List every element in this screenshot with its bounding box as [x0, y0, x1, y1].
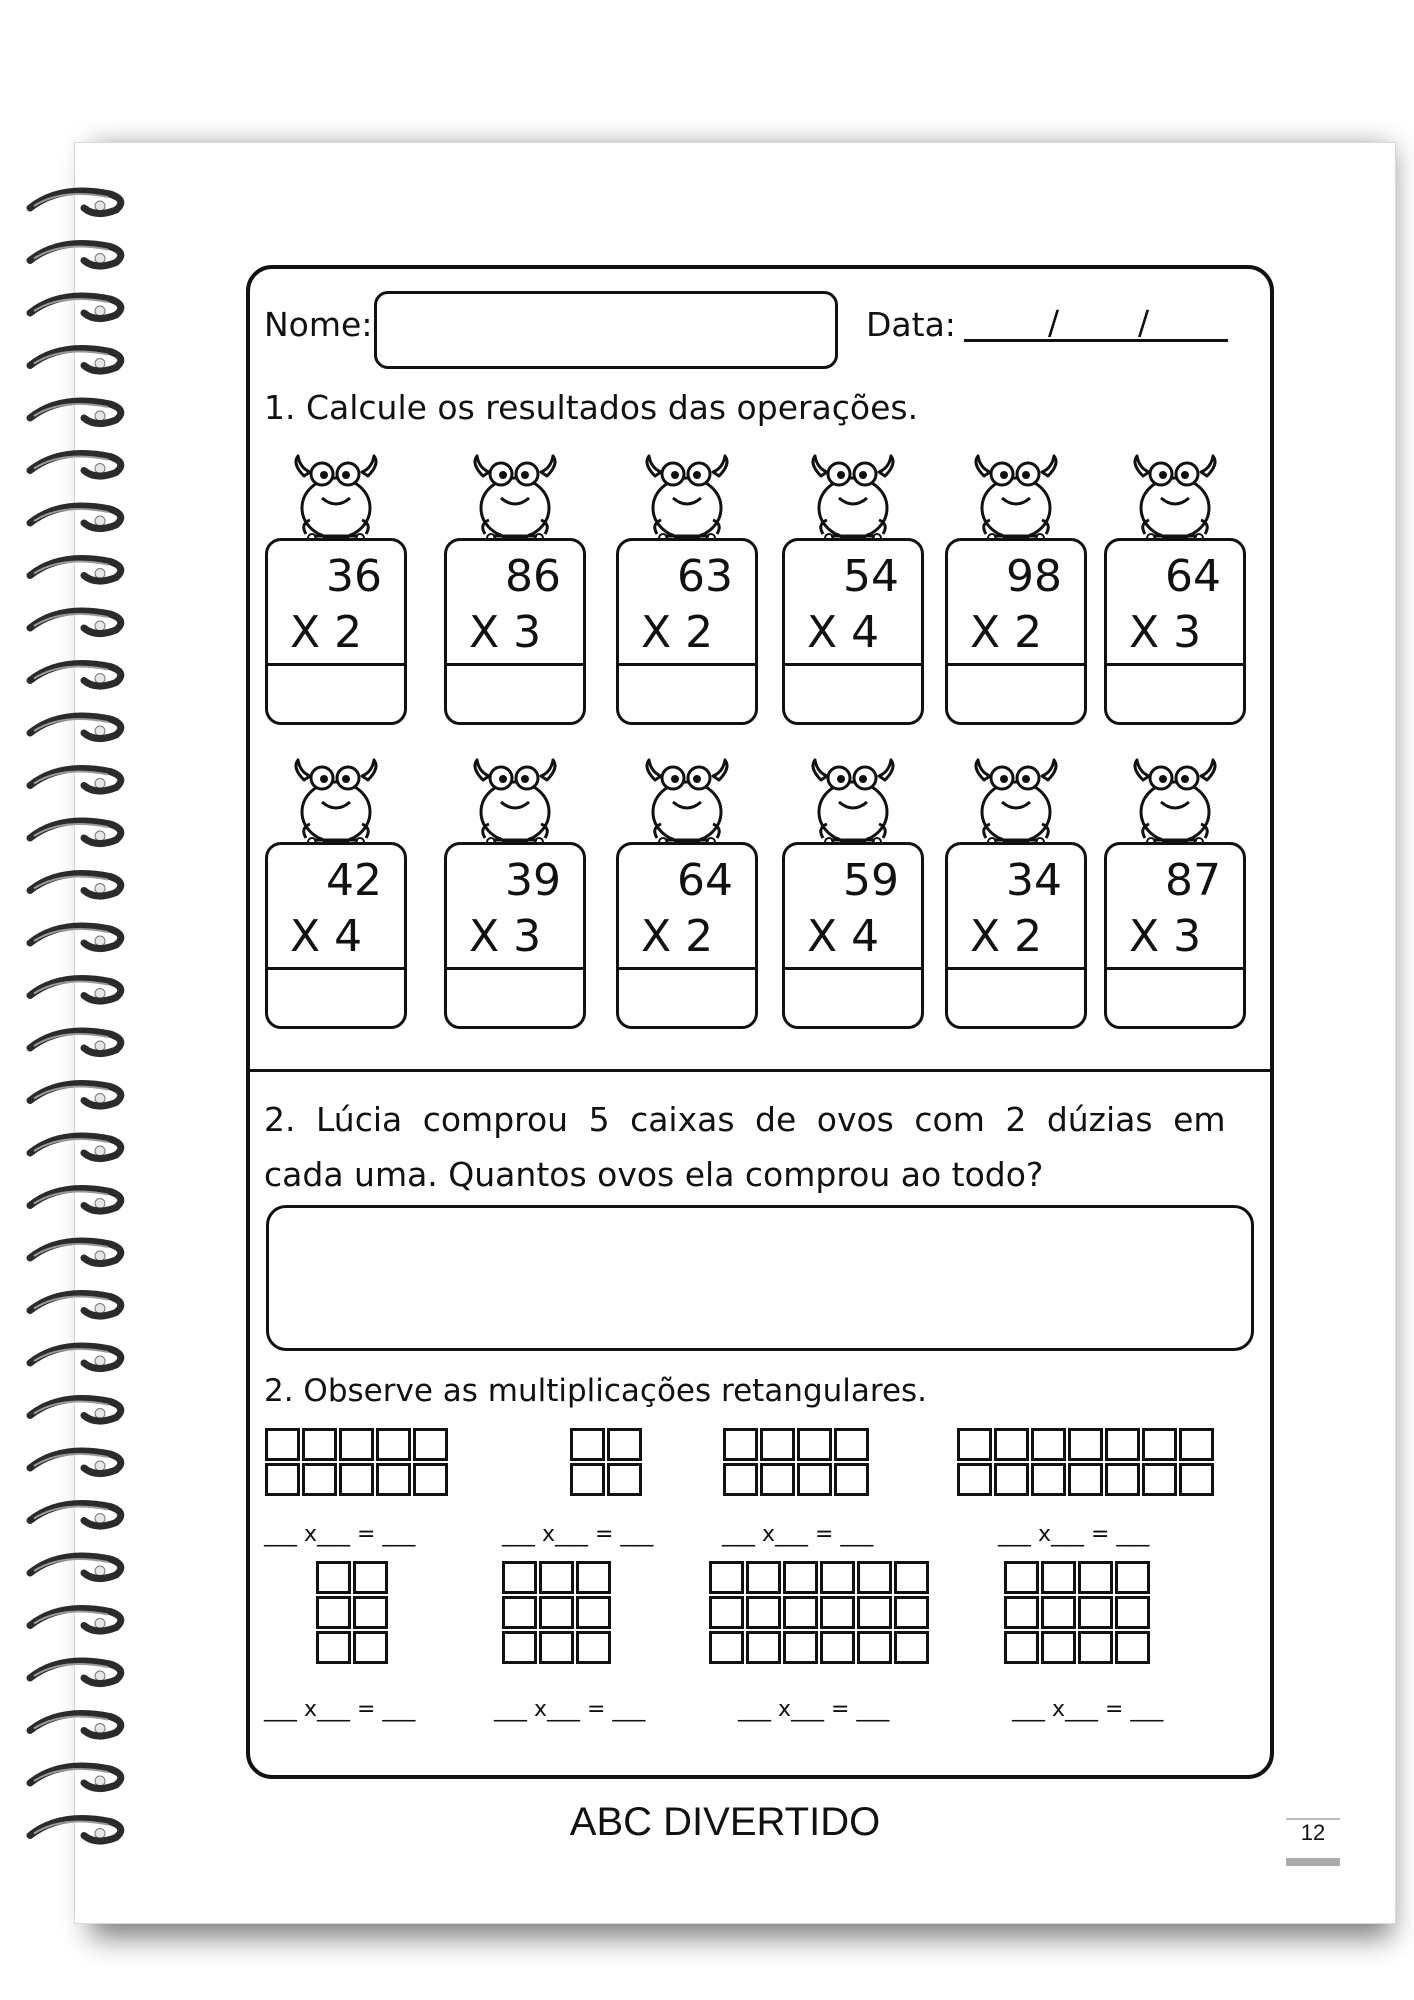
multiplication-card: [265, 538, 407, 725]
array-cell: [576, 1631, 611, 1664]
answer-space[interactable]: [619, 970, 755, 1026]
array-cell: [820, 1561, 855, 1594]
array-cell: [1041, 1596, 1076, 1629]
array-cell: [302, 1428, 337, 1461]
array-cell: [783, 1631, 818, 1664]
spiral-ring: [30, 821, 121, 843]
spiral-ring: [30, 506, 121, 528]
array-cell: [1068, 1428, 1103, 1461]
multiplication-card: [1104, 842, 1246, 1029]
multiplicand: 64: [677, 855, 733, 906]
array-cell: [994, 1463, 1029, 1496]
spiral-ring: [30, 1766, 121, 1788]
array-cell: [1078, 1596, 1113, 1629]
array-cell: [797, 1463, 832, 1496]
rectangle-array: [316, 1561, 388, 1664]
page-number: 12: [1300, 1820, 1326, 1845]
array-cell: [502, 1561, 537, 1594]
section-divider: [248, 1069, 1272, 1072]
spiral-ring: [30, 296, 121, 318]
multiplicand: 59: [843, 855, 899, 906]
array-cell: [746, 1596, 781, 1629]
multiplicand: 98: [1006, 551, 1062, 602]
spiral-ring: [30, 244, 121, 266]
spiral-ring: [30, 716, 121, 738]
array-cell: [834, 1463, 869, 1496]
array-cell: [316, 1631, 351, 1664]
multiplicand: 39: [505, 855, 561, 906]
array-cell: [820, 1596, 855, 1629]
array-cell: [746, 1561, 781, 1594]
spiral-ring: [30, 1504, 121, 1526]
array-cell: [783, 1561, 818, 1594]
multiplier: X 2: [290, 607, 363, 658]
date-slash-2: /: [1138, 303, 1150, 342]
array-cell: [723, 1463, 758, 1496]
spiral-ring: [30, 1556, 121, 1578]
array-cell: [894, 1596, 929, 1629]
array-cell: [1179, 1428, 1214, 1461]
spiral-ring: [30, 926, 121, 948]
spiral-ring: [30, 401, 121, 423]
equation-blank[interactable]: ___ x___ = ___: [264, 1697, 416, 1722]
array-cell: [709, 1631, 744, 1664]
array-cell: [1142, 1463, 1177, 1496]
array-cell: [413, 1428, 448, 1461]
rectangle-array: [709, 1561, 929, 1664]
multiplier: X 2: [970, 607, 1043, 658]
spiral-ring: [30, 1084, 121, 1106]
multiplier: X 4: [290, 911, 363, 962]
multiplier: X 2: [641, 607, 714, 658]
page-number-bar: [1286, 1858, 1340, 1866]
answer-box[interactable]: [266, 1205, 1254, 1351]
spiral-ring: [30, 664, 121, 686]
spiral-ring: [30, 454, 121, 476]
answer-space[interactable]: [268, 970, 404, 1026]
spiral-ring: [30, 1031, 121, 1053]
multiplier: X 3: [469, 911, 542, 962]
array-cell: [760, 1428, 795, 1461]
rectangle-array: [1004, 1561, 1150, 1664]
spiral-ring: [30, 1136, 121, 1158]
array-cell: [1115, 1631, 1150, 1664]
multiplication-card: [265, 842, 407, 1029]
spiral-ring: [30, 349, 121, 371]
monster-illustration: [801, 454, 905, 542]
multiplication-card: [616, 842, 758, 1029]
equation-blank[interactable]: ___ x___ = ___: [738, 1697, 890, 1722]
answer-space[interactable]: [785, 666, 921, 722]
multiplicand: 87: [1165, 855, 1221, 906]
array-cell: [957, 1428, 992, 1461]
answer-space[interactable]: [785, 970, 921, 1026]
array-cell: [265, 1428, 300, 1461]
multiplicand: 42: [326, 855, 382, 906]
multiplicand: 64: [1165, 551, 1221, 602]
array-cell: [1004, 1596, 1039, 1629]
multiplication-card: [945, 842, 1087, 1029]
array-cell: [539, 1631, 574, 1664]
multiplicand: 86: [505, 551, 561, 602]
equation-blank[interactable]: ___ x___ = ___: [264, 1522, 416, 1547]
array-cell: [607, 1428, 642, 1461]
spiral-ring: [30, 874, 121, 896]
array-cell: [353, 1631, 388, 1664]
array-cell: [1041, 1561, 1076, 1594]
multiplier: X 2: [970, 911, 1043, 962]
array-cell: [339, 1463, 374, 1496]
multiplier: X 3: [1129, 607, 1202, 658]
multiplicand: 63: [677, 551, 733, 602]
monster-illustration: [1123, 758, 1227, 846]
array-cell: [570, 1428, 605, 1461]
array-cell: [376, 1428, 411, 1461]
answer-space[interactable]: [948, 666, 1084, 722]
spiral-ring: [30, 1294, 121, 1316]
equation-blank[interactable]: ___ x___ = ___: [494, 1697, 646, 1722]
spiral-ring: [30, 559, 121, 581]
spiral-ring: [30, 1451, 121, 1473]
monster-illustration: [635, 758, 739, 846]
array-cell: [894, 1631, 929, 1664]
array-cell: [857, 1631, 892, 1664]
rectangle-array: [570, 1428, 642, 1496]
answer-space[interactable]: [948, 970, 1084, 1026]
monster-illustration: [284, 758, 388, 846]
array-cell: [1031, 1463, 1066, 1496]
array-cell: [316, 1561, 351, 1594]
spiral-ring: [30, 1189, 121, 1211]
array-cell: [539, 1561, 574, 1594]
answer-space[interactable]: [447, 666, 583, 722]
monster-illustration: [463, 758, 567, 846]
rectangle-array: [502, 1561, 611, 1664]
rectangle-array: [265, 1428, 448, 1496]
equation-blank[interactable]: ___ x___ = ___: [998, 1522, 1150, 1547]
multiplier: X 2: [641, 911, 714, 962]
answer-space[interactable]: [447, 970, 583, 1026]
array-cell: [760, 1463, 795, 1496]
array-cell: [302, 1463, 337, 1496]
spiral-ring: [30, 1241, 121, 1263]
array-cell: [1115, 1561, 1150, 1594]
array-cell: [570, 1463, 605, 1496]
spiral-ring: [30, 191, 121, 213]
array-cell: [709, 1561, 744, 1594]
monster-illustration: [1123, 454, 1227, 542]
array-cell: [1004, 1631, 1039, 1664]
spiral-ring: [30, 769, 121, 791]
array-cell: [820, 1631, 855, 1664]
array-cell: [539, 1596, 574, 1629]
array-cell: [1004, 1561, 1039, 1594]
array-cell: [723, 1428, 758, 1461]
array-cell: [834, 1428, 869, 1461]
name-input-box[interactable]: [374, 291, 838, 369]
equation-blank[interactable]: ___ x___ = ___: [1012, 1697, 1164, 1722]
monster-illustration: [801, 758, 905, 846]
answer-space[interactable]: [1107, 666, 1243, 722]
date-slash-1: /: [1048, 303, 1060, 342]
array-cell: [265, 1463, 300, 1496]
array-cell: [502, 1631, 537, 1664]
array-cell: [502, 1596, 537, 1629]
date-label: Data:: [866, 305, 956, 344]
array-cell: [1031, 1428, 1066, 1461]
question3-prompt: 2. Observe as multiplicações retangulares.: [264, 1373, 928, 1409]
array-cell: [413, 1463, 448, 1496]
array-cell: [894, 1561, 929, 1594]
array-cell: [1041, 1631, 1076, 1664]
spiral-ring: [30, 1714, 121, 1736]
spiral-ring: [30, 611, 121, 633]
multiplication-card: [616, 538, 758, 725]
multiplication-card: [782, 538, 924, 725]
multiplication-card: [444, 842, 586, 1029]
array-cell: [607, 1463, 642, 1496]
array-cell: [576, 1561, 611, 1594]
multiplicand: 34: [1006, 855, 1062, 906]
multiplication-card: [945, 538, 1087, 725]
rectangle-array: [723, 1428, 869, 1496]
array-cell: [746, 1631, 781, 1664]
equation-blank[interactable]: ___ x___ = ___: [722, 1522, 874, 1547]
array-cell: [353, 1561, 388, 1594]
multiplicand: 54: [843, 551, 899, 602]
array-cell: [709, 1596, 744, 1629]
question1-prompt: 1. Calcule os resultados das operações.: [264, 388, 919, 427]
array-cell: [1105, 1463, 1140, 1496]
monster-illustration: [635, 454, 739, 542]
multiplication-card: [444, 538, 586, 725]
date-line[interactable]: [964, 339, 1228, 342]
array-cell: [957, 1463, 992, 1496]
array-cell: [1142, 1428, 1177, 1461]
monster-illustration: [284, 454, 388, 542]
answer-space[interactable]: [619, 666, 755, 722]
spiral-ring: [30, 1661, 121, 1683]
rectangle-array: [957, 1428, 1214, 1496]
multiplication-card: [1104, 538, 1246, 725]
array-cell: [1078, 1561, 1113, 1594]
multiplier: X 4: [807, 911, 880, 962]
multiplication-card: [782, 842, 924, 1029]
array-cell: [1179, 1463, 1214, 1496]
array-cell: [783, 1596, 818, 1629]
spiral-ring: [30, 1346, 121, 1368]
answer-space[interactable]: [268, 666, 404, 722]
array-cell: [353, 1596, 388, 1629]
array-cell: [1105, 1428, 1140, 1461]
array-cell: [857, 1561, 892, 1594]
array-cell: [857, 1596, 892, 1629]
footer-brand: ABC DIVERTIDO: [569, 1800, 881, 1844]
equation-blank[interactable]: ___ x___ = ___: [502, 1522, 654, 1547]
monster-illustration: [964, 454, 1068, 542]
array-cell: [576, 1596, 611, 1629]
answer-space[interactable]: [1107, 970, 1243, 1026]
array-cell: [376, 1463, 411, 1496]
array-cell: [339, 1428, 374, 1461]
spiral-ring: [30, 1609, 121, 1631]
name-label: Nome:: [264, 305, 373, 344]
array-cell: [1068, 1463, 1103, 1496]
array-cell: [994, 1428, 1029, 1461]
multiplier: X 4: [807, 607, 880, 658]
array-cell: [797, 1428, 832, 1461]
monster-illustration: [964, 758, 1068, 846]
monster-illustration: [463, 454, 567, 542]
question2-line1: 2. Lúcia comprou 5 caixas de ovos com 2 dúzias em: [264, 1100, 1226, 1139]
spiral-ring: [30, 1399, 121, 1421]
multiplicand: 36: [326, 551, 382, 602]
spiral-ring: [30, 979, 121, 1001]
array-cell: [1078, 1631, 1113, 1664]
array-cell: [1115, 1596, 1150, 1629]
multiplier: X 3: [469, 607, 542, 658]
question2-line2: cada uma. Quantos ovos ela comprou ao todo?: [264, 1155, 1044, 1194]
spiral-binding: [0, 0, 140, 2000]
multiplier: X 3: [1129, 911, 1202, 962]
array-cell: [316, 1596, 351, 1629]
